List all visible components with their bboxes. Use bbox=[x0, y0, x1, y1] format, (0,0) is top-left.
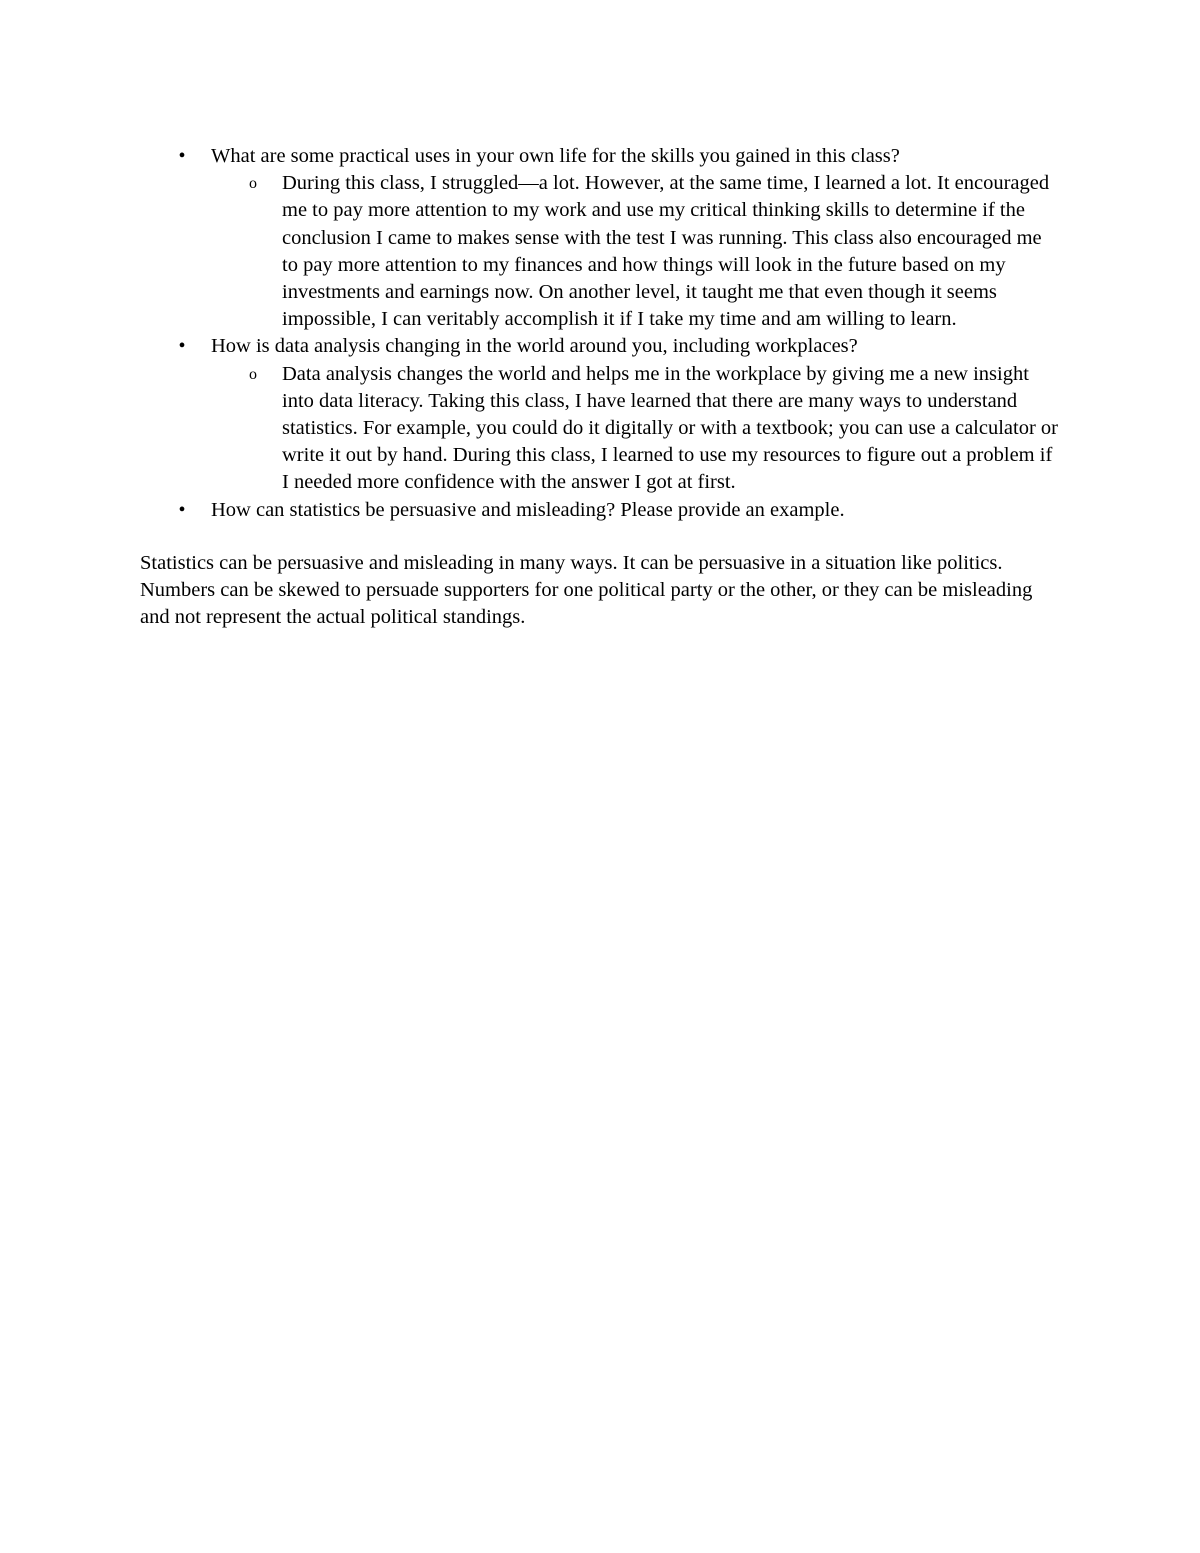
question-item-3 bbox=[140, 497, 1080, 524]
question-list bbox=[140, 143, 1080, 524]
bullet-icon: • bbox=[178, 498, 186, 521]
question-item-2 bbox=[140, 333, 1080, 496]
sub-bullet-icon: o bbox=[249, 365, 257, 383]
question-item-1 bbox=[140, 143, 1080, 333]
answer-text: During this class, I struggled—a lot. However, at the same time, I learned a lot. It encouraged me to pay more attention to my work and use my critical thinking skills to determine if the conclusion I came to makes sense with the test I was running. This class also encouraged me to pay more attention to my finances and how things will look in the future based on my investments and earnings now. On another level, it taught me that even though it seems impossible, I can veritably accomplish it if I take my time and am willing to learn. bbox=[282, 172, 1050, 331]
answer-list bbox=[211, 170, 1080, 333]
document-body bbox=[140, 143, 1080, 631]
bullet-icon: • bbox=[178, 145, 186, 167]
answer-item-2 bbox=[211, 361, 1062, 497]
answer-item-1 bbox=[211, 170, 1062, 333]
closing-paragraph: Statistics can be persuasive and misleading in many ways. It can be persuasive in a situation like politics. Numbers can be skewed to persuade supporters for one political party or the other, or they can be misleading and not represent the actual political standings. bbox=[140, 551, 1033, 629]
sub-bullet-icon: o bbox=[249, 175, 257, 193]
bullet-icon: • bbox=[178, 335, 186, 358]
question-text: What are some practical uses in your own life for the skills you gained in this class? bbox=[211, 145, 900, 167]
answer-text: Data analysis changes the world and helps me in the workplace by giving me a new insight into data literacy. Taking this class, I have learned that there are many ways to understand statistics. For example, you could do it digitally or with a textbook; you can use a calculator or write it out by hand. During this class, I learned to use my resources to figure out a problem if I needed more confidence with the answer I got at first. bbox=[282, 362, 1058, 494]
answer-list bbox=[211, 361, 1080, 497]
question-text: How is data analysis changing in the world around you, including workplaces? bbox=[211, 335, 858, 358]
question-text: How can statistics be persuasive and misleading? Please provide an example. bbox=[211, 498, 845, 521]
